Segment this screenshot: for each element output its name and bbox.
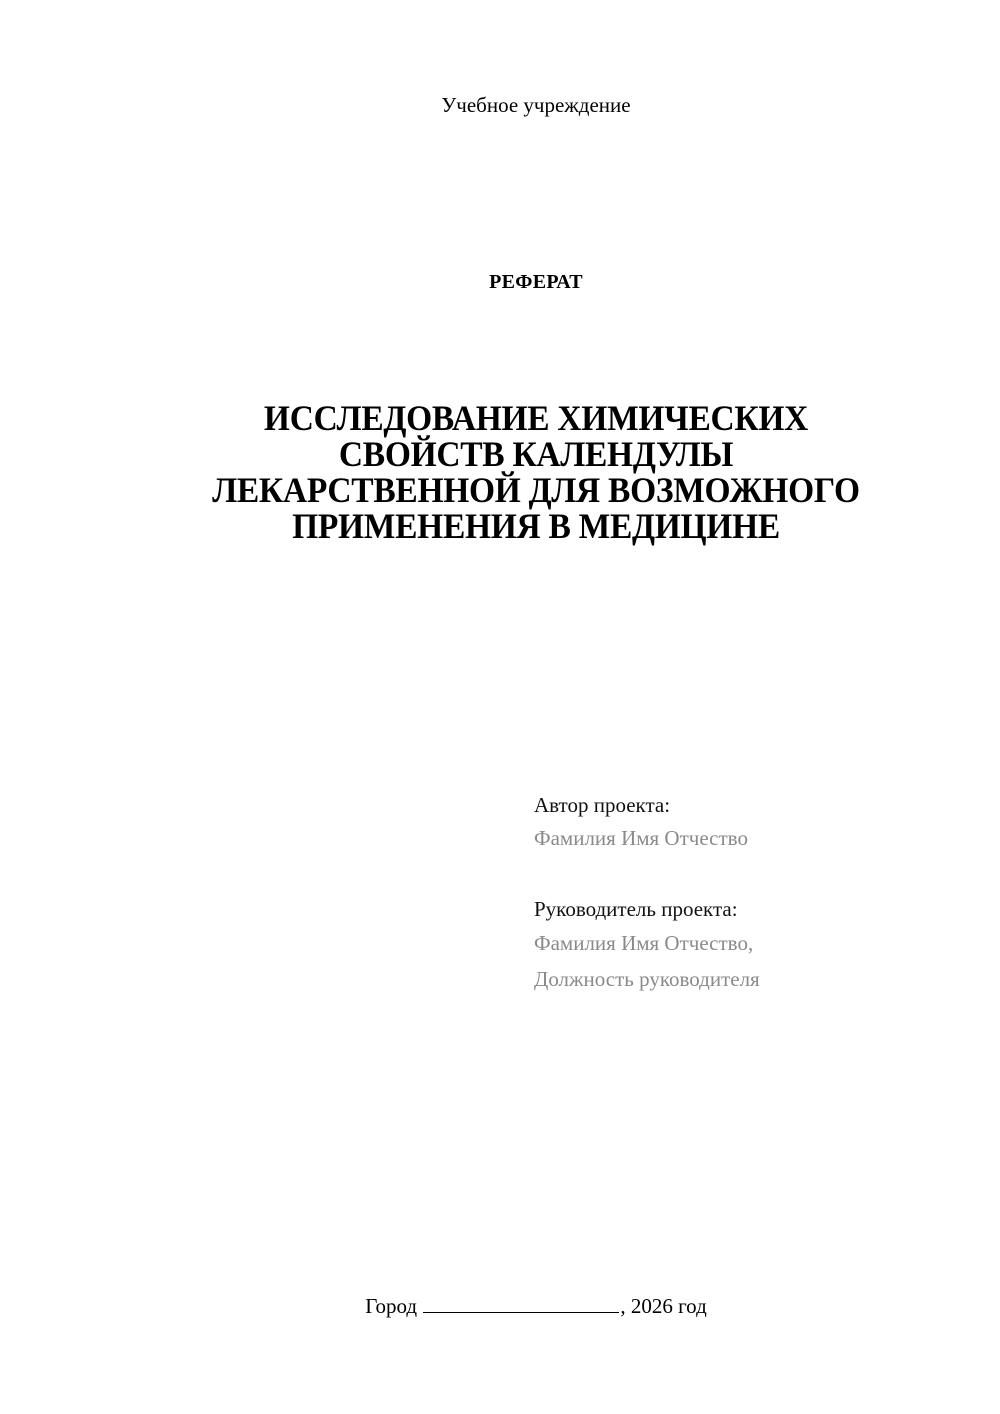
title-line: ПРИМЕНЕНИЯ В МЕДИЦИНЕ: [292, 506, 780, 546]
year-text: , 2026 год: [620, 1294, 707, 1318]
footer-city-year: [36, 1292, 1000, 1319]
city-label: Город: [365, 1294, 418, 1318]
author-label: Автор проекта:: [534, 793, 671, 817]
document-type: РЕФЕРАТ: [489, 271, 583, 293]
supervisor-name: Фамилия Имя Отчество,: [534, 931, 754, 955]
author-name: Фамилия Имя Отчество: [534, 826, 748, 850]
title-line: ЛЕКАРСТВЕННОЙ ДЛЯ ВОЗМОЖНОГО: [212, 470, 860, 510]
supervisor-position: Должность руководителя: [534, 967, 760, 991]
supervisor-label: Руководитель проекта:: [534, 897, 738, 921]
title-line: ИССЛЕДОВАНИЕ ХИМИЧЕСКИХ: [263, 398, 809, 438]
institution-name: Учебное учреждение: [441, 93, 631, 117]
city-blank-line: [423, 1292, 619, 1313]
title-line: СВОЙСТВ КАЛЕНДУЛЫ: [338, 434, 734, 474]
document-title: [71, 400, 1000, 544]
